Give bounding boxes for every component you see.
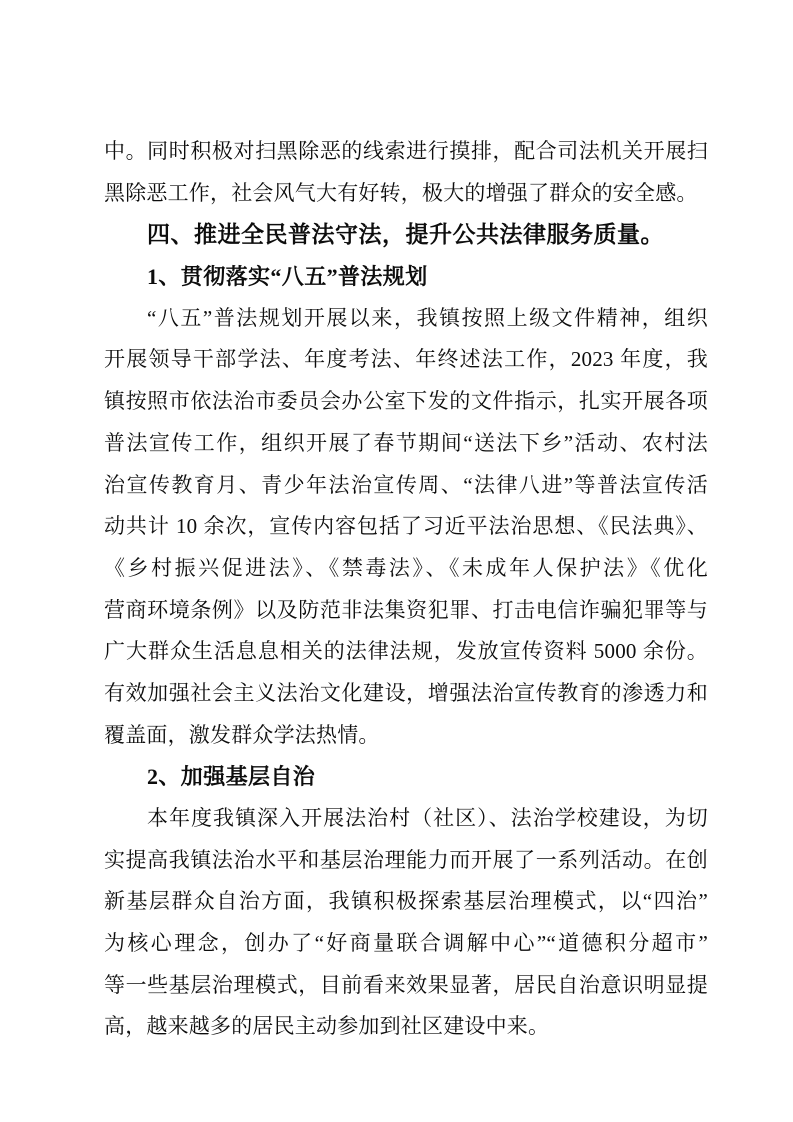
heading-line: 1、贯彻落实“八五”普法规划 [147,264,428,290]
subsection-heading [104,256,708,298]
text-line: 动共计 10 余次，宣传内容包括了习近平法治思想、《民法典》、 [104,514,708,539]
text-line: 《乡村振兴促进法》、《禁毒法》、《未成年人保护法》《优化 [104,555,708,580]
document-content [104,131,708,1048]
text-line: “八五”普法规划开展以来，我镇按照上级文件精神，组织 [147,305,708,330]
text-line: 覆盖面，激发群众学法热情。 [104,722,380,747]
text-line: 营商环境条例》以及防范非法集资犯罪、打击电信诈骗犯罪等与 [104,597,708,622]
text-line: 有效加强社会主义法治文化建设，增强法治宣传教育的渗透力和 [104,680,708,705]
text-line: 治宣传教育月、青少年法治宣传周、“法律八进”等普法宣传活 [104,472,708,497]
paragraph [104,798,708,1048]
text-line: 镇按照市依法治市委员会办公室下发的文件指示，扎实开展各项 [104,389,708,414]
heading-line: 2、加强基层自治 [147,764,316,790]
text-line: 黑除恶工作，社会风气大有好转，极大的增强了群众的安全感。 [104,180,698,205]
text-line: 为核心理念，创办了“好商量联合调解中心”“道德积分超市” [104,931,708,956]
section-heading [104,214,708,256]
heading-line: 四、推进全民普法守法，提升公共法律服务质量。 [147,221,664,248]
paragraph-continued-from-previous-page [104,131,708,214]
subsection-heading [104,756,708,798]
paragraph [104,298,708,757]
text-line: 实提高我镇法治水平和基层治理能力而开展了一系列活动。在创 [104,847,708,872]
text-line: 高，越来越多的居民主动参加到社区建设中来。 [104,1014,550,1039]
text-line: 本年度我镇深入开展法治村（社区）、法治学校建设，为切 [147,806,708,830]
text-line: 开展领导干部学法、年度考法、年终述法工作，2023 年度，我 [104,347,708,372]
text-line: 广大群众生活息息相关的法律法规，发放宣传资料 5000 余份。 [104,639,708,664]
text-line: 新基层群众自治方面，我镇积极探索基层治理模式，以“四治” [104,889,708,914]
text-line: 普法宣传工作，组织开展了春节期间“送法下乡”活动、农村法 [104,430,708,455]
text-line: 中。同时积极对扫黑除恶的线索进行摸排，配合司法机关开展扫 [104,139,708,163]
text-line: 等一些基层治理模式，目前看来效果显著，居民自治意识明显提 [104,972,708,997]
